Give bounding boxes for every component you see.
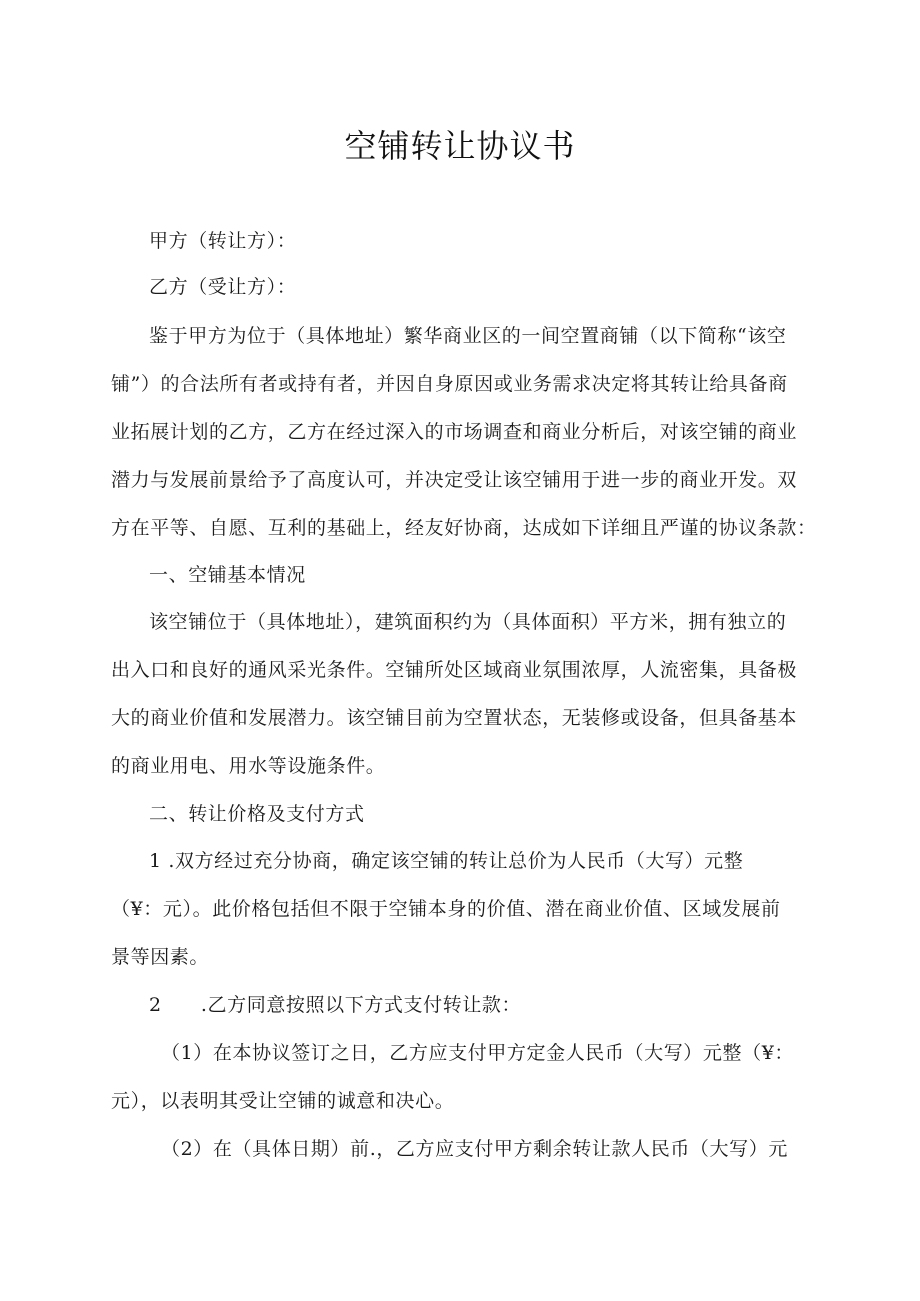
document-title: 空铺转让协议书 [344, 127, 576, 165]
paragraph-line: 潜力与发展前景给予了高度认可，并决定受让该空铺用于进一步的商业开发。双 [111, 469, 798, 491]
sub-clause-line: 元），以表明其受让空铺的诚意和决心。 [111, 1090, 455, 1112]
section-heading: 一、空铺基本情况 [149, 564, 306, 586]
clause-line: 1 .双方经过充分协商，确定该空铺的转让总价为人民币（大写）元整 [149, 850, 744, 872]
party-a-line: 甲方（转让方）： [149, 230, 297, 252]
paragraph-line: 大的商业价值和发展潜力。该空铺目前为空置状态，无装修或设备，但具备基本 [111, 707, 798, 729]
paragraph-line: 方在平等、自愿、互利的基础上，经友好协商，达成如下详细且严谨的协议条款： [111, 517, 817, 539]
paragraph-line: 出入口和良好的通风采光条件。空铺所处区域商业氛围浓厚，人流密集，具备极 [111, 659, 798, 681]
paragraph-line: 鉴于甲方为位于（具体地址）繁华商业区的一间空置商铺（以下简称“该空 [149, 325, 787, 347]
paragraph-line: 铺”）的合法所有者或持有者，并因自身原因或业务需求决定将其转让给具备商 [111, 373, 788, 395]
sub-clause-line: （1）在本协议签订之日，乙方应支付甲方定金人民币（大写）元整（¥： [161, 1042, 794, 1064]
paragraph-line: 的商业用电、用水等设施条件。 [111, 755, 386, 777]
clause-line: 2 .乙方同意按照以下方式支付转让款： [149, 994, 522, 1016]
clause-line: 景等因素。 [111, 946, 210, 968]
paragraph-line: 业拓展计划的乙方，乙方在经过深入的市场调查和商业分析后，对该空铺的商业 [111, 421, 798, 443]
party-b-line: 乙方（受让方）： [149, 276, 297, 298]
section-heading: 二、转让价格及支付方式 [149, 803, 365, 825]
paragraph-line: 该空铺位于（具体地址），建筑面积约为（具体面积）平方米，拥有独立的 [149, 611, 787, 633]
sub-clause-line: （2）在（具体日期）前.，乙方应支付甲方剩余转让款人民币（大写）元 [161, 1138, 788, 1160]
clause-line: （¥：元）。此价格包括但不限于空铺本身的价值、潜在商业价值、区域发展前 [111, 898, 781, 920]
